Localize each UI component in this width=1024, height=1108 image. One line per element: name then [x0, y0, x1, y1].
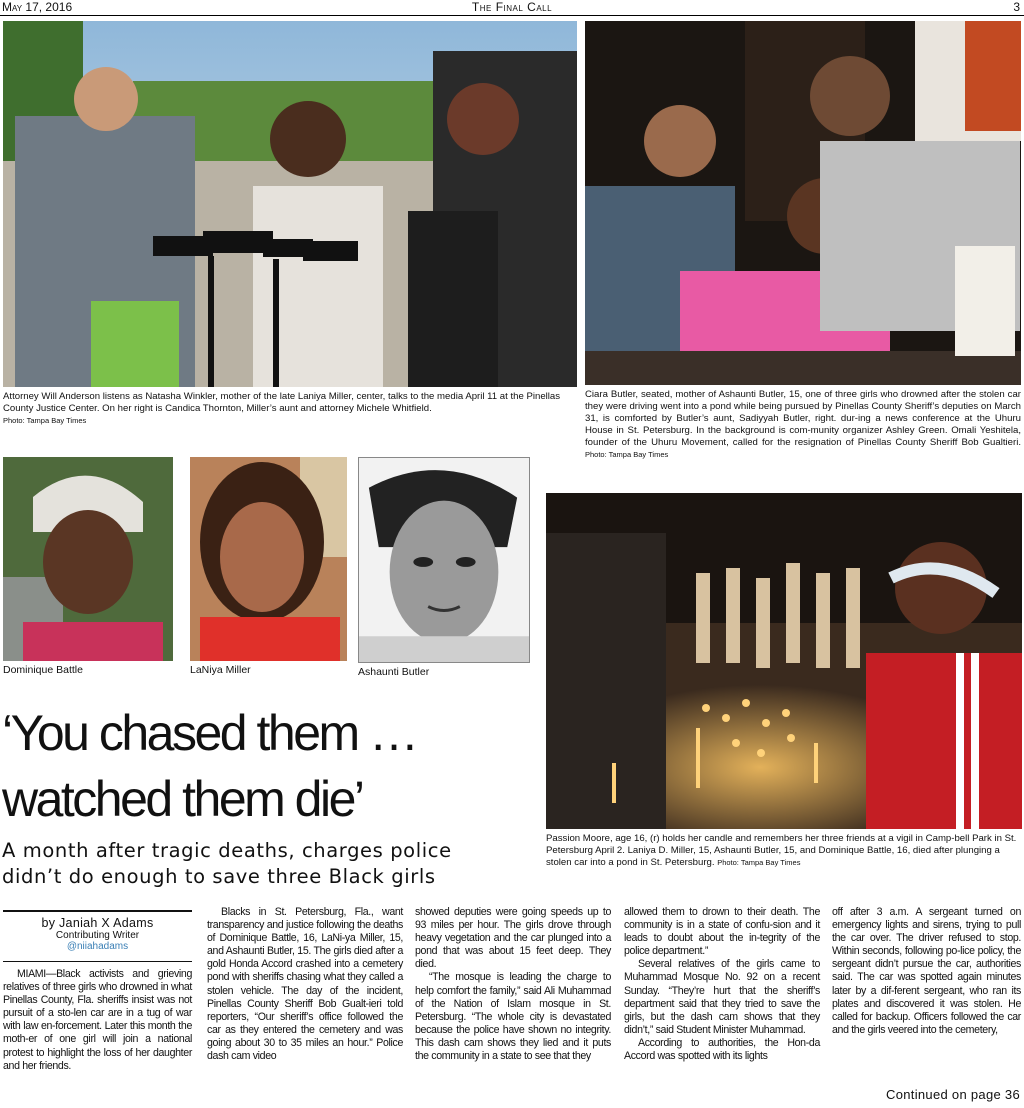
paragraph: According to authorities, the Hon-da Accord was spotted with its lights: [624, 1036, 820, 1063]
article-column-2: [207, 906, 403, 1063]
caption-text: Attorney Will Anderson listens as Natasha Winkler, mother of the late Laniya Miller, center, talks to the media April 11 at the Pinellas County Justice Center. On her right is Candica Thornton, Miller’s aunt and attorney Michele Whitfield.: [3, 391, 561, 414]
portrait-label: Dominique Battle: [3, 664, 83, 676]
article-column-5: [832, 906, 1021, 1037]
paragraph: Several relatives of the girls came to Muhammad Mosque No. 92 on a recent Sunday. “They’re hurt that the sheriff’s department said that they tried to save the girls, but the dash cam shows that they didn’t,” said Student Minister Muhammad.: [624, 958, 820, 1036]
deck-line-2: didn’t do enough to save three Black girls: [2, 865, 436, 888]
article-column-4: [624, 906, 820, 1063]
vigil-photo: [546, 493, 1022, 829]
portrait-label: LaNiya Miller: [190, 664, 251, 676]
photo-credit: Photo: Tampa Bay Times: [3, 416, 87, 425]
byline-author: by Janiah X Adams: [41, 916, 154, 930]
continued-on-page: Continued on page 36: [886, 1087, 1020, 1102]
photo-credit: Photo: Tampa Bay Times: [717, 858, 801, 867]
paragraph: Blacks in St. Petersburg, Fla., want transparency and justice following the deaths of Dominique Battle, 16, LaNi-ya Miller, 15, and Ashaunti Butler, 15. The girls died after a gold Honda Accord crashed into a cemetery pond with sheriffs chasing what they called a stolen vehicle. The day of the incident, Pinellas County Sheriff Bob Gualt-ieri told reporters, “Our sheriff’s office followed the car as they entered the cemetery and was going about 30 to 35 miles an hour.” Police dash cam video: [207, 906, 403, 1063]
headline-line-1: ‘You chased them …: [2, 705, 417, 761]
deck-line-1: A month after tragic deaths, charges police: [2, 839, 452, 862]
byline-rule: [3, 910, 192, 912]
uhuru-house-caption: [585, 389, 1021, 461]
issue-date: May 17, 2016: [2, 0, 73, 14]
byline-rule-bottom: [3, 961, 192, 962]
article-column-3: [415, 906, 611, 1063]
byline-twitter-handle: @niiahadams: [66, 941, 129, 952]
byline-role: Contributing Writer: [55, 930, 140, 941]
paragraph: allowed them to drown to their death. The community is in a state of confu-sion and it leads to doubt about the in-tegrity of the police department.”: [624, 906, 820, 958]
portrait-dominique-battle: [3, 457, 173, 661]
vigil-caption: [546, 833, 1022, 869]
photo-credit: Photo: Tampa Bay Times: [585, 450, 669, 459]
portrait-laniya-miller: [190, 457, 347, 661]
caption-text: Ciara Butler, seated, mother of Ashaunti Butler, 15, one of three girls who drowned after the stolen car they were driving went into a pond while being pursued by Pinellas County Sheriff’s deputies on March 31, is comforted by Butler’s aunt, Sadiyyah Butler, right. dur-ing a news conference at the Uhuru House in St. Petersburg. In the background is com-munity organizer Ashley Green. Omali Yeshitela, founder of the Uhuru Movement, called for the resignation of Pinellas County Sheriff Bob Gualtieri.: [585, 389, 1021, 448]
paragraph: MIAMI—Black activists and grieving relatives of three girls who drowned in what Pinellas County, Fla. sheriffs insist was not pursuit of a sto-len car are in a tug of war with law en-forcement. Later this month the moth-er of one girl will join a national protest to highlight the loss of her daughter and her friends.: [3, 968, 192, 1072]
press-conference-photo: [3, 21, 577, 387]
page-number: 3: [1013, 0, 1020, 14]
press-conference-caption: [3, 391, 577, 427]
uhuru-house-photo: [585, 21, 1021, 385]
paragraph: off after 3 a.m. A sergeant turned on emergency lights and sirens, trying to pull the car over. The driver refused to stop. Within seconds, following po-lice policy, the sergeant didn’t pursue the car, authorities said. The car was spotted again minutes later by a dif-ferent sergeant, who ran its plates and discovered it was stolen. He called for backup. Officers followed the car and the girls veered into the cemetery,: [832, 906, 1021, 1036]
paragraph: showed deputies were going speeds up to 93 miles per hour. The girls drove through heavy vegetation and the car plunged into a pond that was about 15 feet deep. They died.: [415, 906, 611, 971]
caption-text: Passion Moore, age 16, (r) holds her candle and remembers her three friends at a vigil in Camp-bell Park in St. Petersburg April 2. Laniya D. Miller, 15, Ashaunti Butler, 15, and Dominique Battle, 16, died after plunging a stolen car into a pond in St. Petersburg.: [546, 833, 1017, 868]
masthead: [0, 0, 1024, 16]
portrait-label: Ashaunti Butler: [358, 666, 430, 678]
newspaper-name: The Final Call: [471, 0, 553, 14]
article-column-1: [3, 968, 192, 1073]
headline-line-2: watched them die’: [2, 771, 363, 827]
byline: [3, 916, 192, 952]
portrait-ashaunti-butler: [358, 457, 530, 663]
paragraph: “The mosque is leading the charge to help comfort the family,” said Ali Muhammad of the Nation of Islam mosque in St. Petersburg. “The whole city is devastated because the police have shown no integrity. This dash cam shows they lied and it puts the community in a state to see that they: [415, 971, 611, 1063]
